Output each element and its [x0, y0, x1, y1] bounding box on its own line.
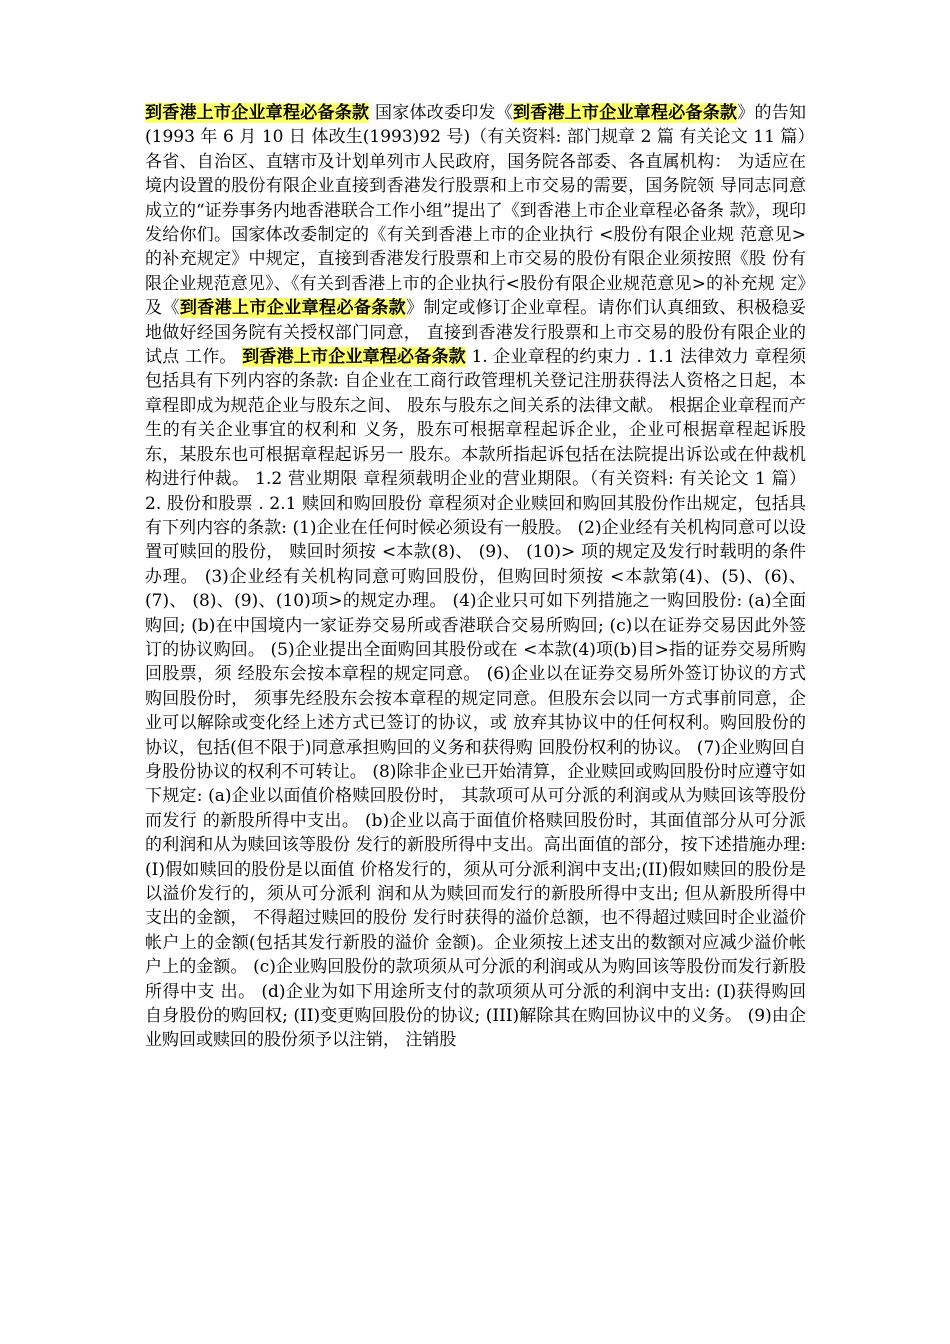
document-page [145, 101, 806, 1053]
highlighted-title: 到香港上市企业章程必备条款 [145, 103, 370, 123]
highlighted-title: 到香港上市企业章程必备条款 [512, 103, 738, 123]
document-body-paragraph [145, 101, 806, 1053]
body-text: 》制定或修订企业章程。请你们认真细致、积极稳妥 地做好经国务院有关授权部门同意， 直接到香港发行股票和上市交易的股份有限企业的试点 工作。 [145, 298, 807, 368]
body-text: 》的告知 (1993 年 6 月 10 日 体改生(1993)92 号)（有关资料: 部门规章 2 篇 有关论文 11 篇）各省、自治区、直辖市及计划单列市人民政府，国务院各部委、各直属机构： 为适应在境内设置的股份有限企业直接到香港发行股票和上市交易的需要，国务院领 导同志同意成立的“证券事务内地香港联合工作小组”提出了《到香港上市企业章程必备条 款》，现印发给你们。国家体改委制定的《有关到香港上市的企业执行 <股份有限企业规 范意见>的补充规定》中规定，直接到香港发行股票和上市交易的股份有限企业须按照《股 份有限企业规范意见》、《有关到香港上市的企业执行<股份有限企业规范意见>的补充规 定》及《 [145, 103, 807, 319]
highlighted-title: 到香港上市企业章程必备条款 [242, 347, 466, 368]
highlighted-title: 到香港上市企业章程必备条款 [179, 298, 407, 319]
body-text: 1. 企业章程的约束力 . 1.1 法律效力 章程须包括具有下列内容的条款: 自企业在工商行政管理机关登记注册获得法人资格之日起，本章程即成为规范企业与股东之间、 股东与股东之间关系的法律文献。 根据企业章程而产生的有关企业事宜的权利和 义务，股东可根据章程起诉企业，企业可根据章程起诉股东，某股东也可根据章程起诉另一 股东。本款所指起诉包括在法院提出诉讼或在仲裁机构进行仲裁。 1.2 营业期限 章程须载明企业的营业期限。（有关资料: 有关论文 1 篇）2. 股份和股票 . 2.1 赎回和购回股份 章程须对企业赎回和购回其股份作出规定，包括具有下列内容的条款: (1)企业在任何时候必须设有一般股。 (2)企业经有关机构同意可以设置可赎回的股份， 赎回时须按 <本款(8)、 (9)、 (10)> 项的规定及发行时载明的条件办理。 (3)企业经有关机构同意可购回股份，但购回时须按 <本款第(4)、(5)、(6)、(7)、 (8)、(9)、(10)项>的规定办理。 (4)企业只可如下列措施之一购回股份: (a)全面购回; (b)在中国境内一家证券交易所或香港联合交易所购回; (c)以在证券交易因此外签订的协议购回。 (5)企业提出全面购回其股份或在 <本款(4)项(b)目>指的证券交易所购回股票，须 经股东会按本章程的规定同意。 (6)企业以在证券交易所外签订协议的方式购回股份时， 须事先经股东会按本章程的规定同意。但股东会以同一方式事前同意，企业可以解除或变化经上述方式已签订的协议，或 放弃其协议中的任何权利。购回股份的协议，包括(但不限于)同意承担购回的义务和获得购 回股份权利的协议。 (7)企业购回自身股份协议的权利不可转让。 (8)除非企业已开始清算，企业赎回或购回股份时应遵守如下规定: (a)企业以面值价格赎回股份时， 其款项可从可分派的利润或从为赎回该等股份而发行 的新股所得中支出。 (b)企业以高于面值价格赎回股份时，其面值部分从可分派的利润和从为赎回该等股份 发行的新股所得中支出。高出面值的部分，按下述措施办理:(I)假如赎回的股份是以面值 价格发行的，须从可分派利润中支出;(II)假如赎回的股份是以溢价发行的，须从可分派利 润和从为赎回而发行的新股所得中支出; 但从新股所得中支出的金额， 不得超过赎回的股份 发行时获得的溢价总额，也不得超过赎回时企业溢价帐户上的金额(包括其发行新股的溢价 金额)。企业须按上述支出的数额对应减少溢价帐户上的金额。 (c)企业购回股份的款项须从可分派的利润或从为购回该等股份而发行新股所得中支 出。 (d)企业为如下用途所支付的款项须从可分派的利润中支出: (I)获得购回自身股份的购回权; (II)变更购回股份的协议; (III)解除其在购回协议中的义务。 (9)由企业购回或赎回的股份须予以注销， 注销股 [145, 347, 807, 1051]
body-text: 国家体改委印发《 [369, 103, 513, 123]
